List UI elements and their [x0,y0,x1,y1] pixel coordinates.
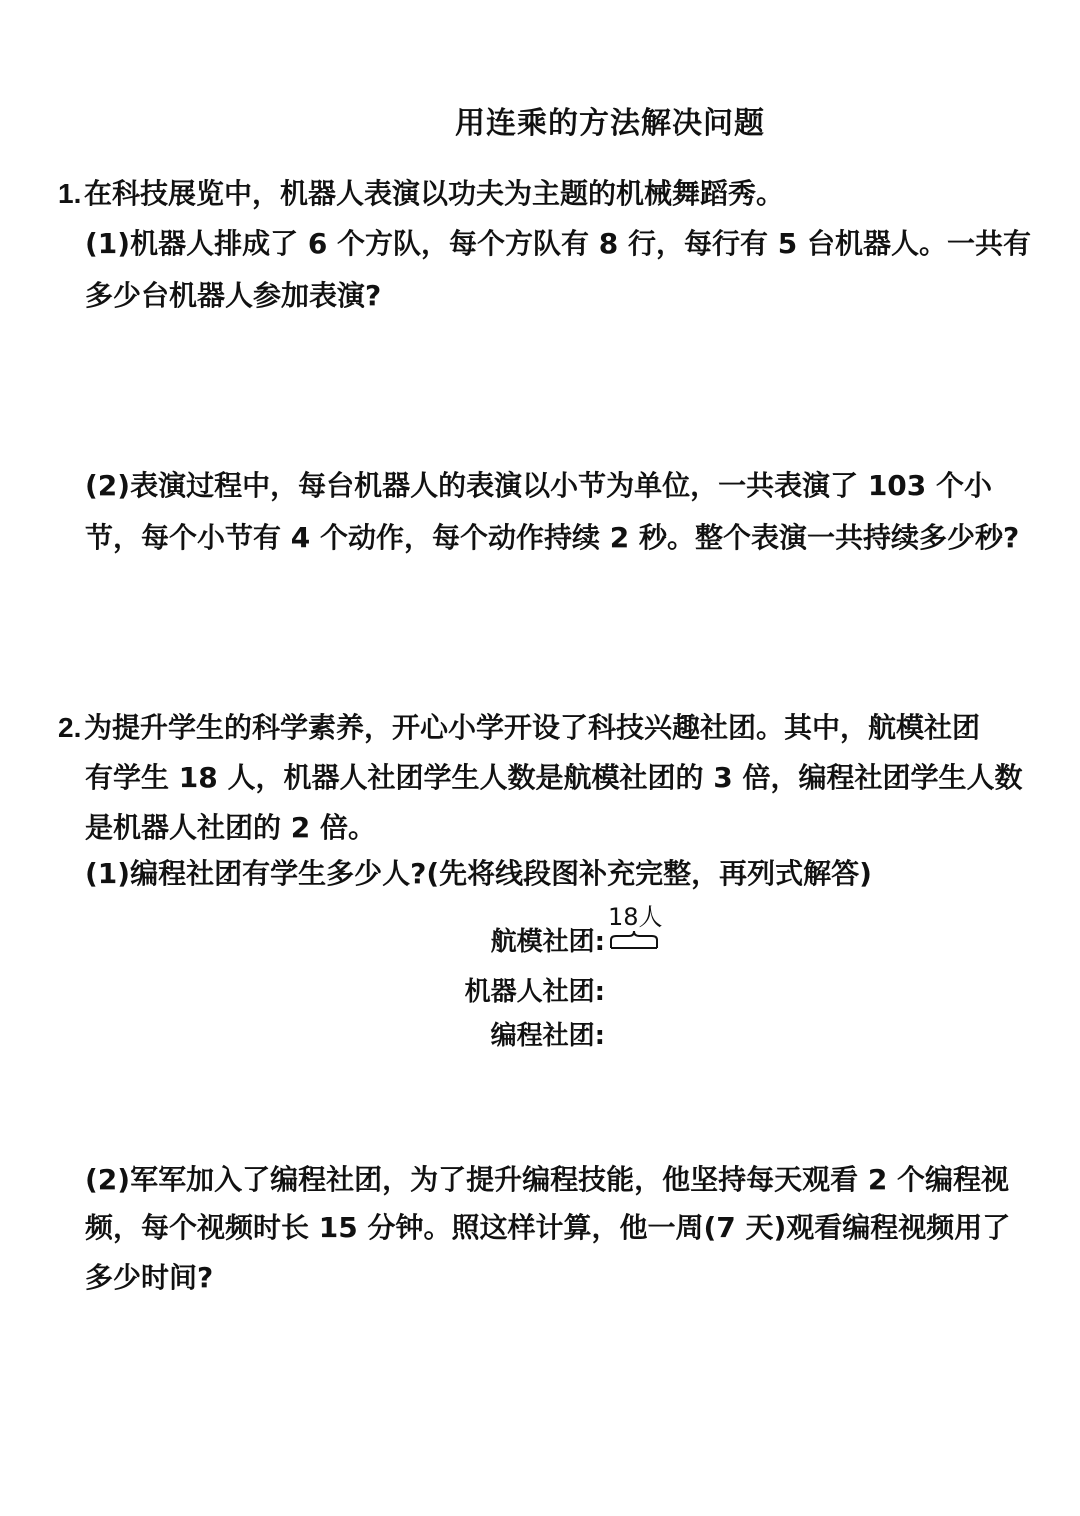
question-2-stem-line2: 有学生 18 人，机器人社团学生人数是航模社团的 3 倍，编程社团学生人数 [85,761,1023,794]
question-1-text: 在科技展览中，机器人表演以功夫为主题的机械舞蹈秀。 [84,177,785,210]
question-1-sub2-line2: 节，每个小节有 4 个动作，每个动作持续 2 秒。整个表演一共持续多少秒? [85,521,1020,554]
question-2-text-line1: 为提升学生的科学素养，开心小学开设了科技兴趣社团。其中，航模社团 [84,711,981,744]
segment-brace-icon [608,930,660,952]
segment-value-label: 18人 [608,903,663,931]
question-2-sub2-line2: 频，每个视频时长 15 分钟。照这样计算，他一周(7 天)观看编程视频用了 [85,1211,1011,1244]
question-2-number: 2. [58,712,82,743]
question-2-sub2-line1: (2)军军加入了编程社团，为了提升编程技能，他坚持每天观看 2 个编程视 [85,1163,1010,1196]
diagram-row-programming: 编程社团: [490,1021,605,1051]
question-2-stem-line3: 是机器人社团的 2 倍。 [85,811,376,844]
question-1-sub1-line2: 多少台机器人参加表演? [85,279,382,312]
question-2-sub2-line3: 多少时间? [85,1261,214,1294]
question-2-stem-line1 [58,702,980,754]
question-1-sub1-line1: (1)机器人排成了 6 个方队，每个方队有 8 行，每行有 5 台机器人。一共有 [85,227,1032,260]
question-1-stem [58,168,784,220]
diagram-row-aeromodel: 航模社团: [490,927,605,957]
diagram-row-robot: 机器人社团: [464,977,605,1007]
question-2-sub1: (1)编程社团有学生多少人?(先将线段图补充完整，再列式解答) [85,857,872,890]
question-1-sub2-line1: (2)表演过程中，每台机器人的表演以小节为单位，一共表演了 103 个小 [85,469,993,502]
page-title: 用连乘的方法解决问题 [455,106,765,141]
question-1-number: 1. [58,178,82,209]
